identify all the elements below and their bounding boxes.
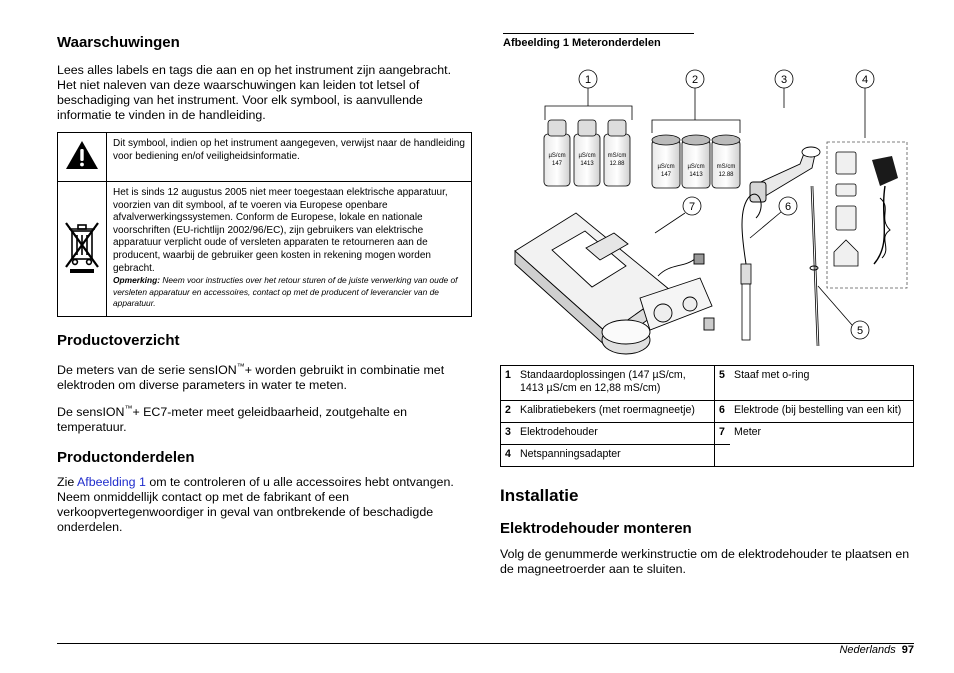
trademark-symbol: ™ [236,361,245,371]
warning-row [58,182,472,317]
overview-p1-start: De meters van de serie sensION [57,362,237,377]
parts-table [500,365,914,467]
part-number: 3 [501,423,517,445]
warnings-heading: Waarschuwingen [57,34,180,51]
svg-text:1413: 1413 [580,161,594,167]
calibration-beakers [652,120,740,188]
svg-text:147: 147 [551,161,563,167]
part-description: Netspanningsadapter [516,445,715,467]
installation-text: Volg de genummerde werkinstructie om de elektrodehouder te plaatsen en de magneetroerder aan te sluiten. [500,547,910,576]
overview-p2-end: + EC7-meter meet geleidbaarheid, zoutgehalte en temperatuur. [57,404,407,434]
trademark-symbol: ™ [124,403,133,413]
parts-paragraph [57,475,473,535]
svg-text:12.88: 12.88 [609,161,625,167]
svg-text:µS/cm: µS/cm [578,153,596,159]
figure-caption: Afbeelding 1 Meteronderdelen [503,33,694,49]
svg-text:1413: 1413 [689,172,703,178]
part-number: 5 [715,366,731,401]
svg-text:12.88: 12.88 [718,172,734,178]
svg-text:µS/cm: µS/cm [687,164,705,170]
part-description: Staaf met o-ring [730,366,914,401]
part-number: 1 [501,366,517,401]
installation-heading: Installatie [500,486,579,505]
weee-text: Het is sinds 12 augustus 2005 niet meer toegestaan elektrische apparatuur, voorzien van dit symbool, af te voeren via Europese openbare afvalverwerkingssystemen. Conform de Europese, lokale en nationale voorschriften (EU-richtlijn 2002/96/EC), zijn gebruikers van elektrische apparatuur verplicht oude of versleten apparaten te retourneren aan de producent, waarbij de gebruiker geen kosten in rekening mogen worden gebracht. [113,187,448,274]
warning-text: Dit symbool, indien op het instrument aangegeven, verwijst naar de handleiding voor bediening en/of veiligheidsinformatie. [107,133,472,182]
part-description: Elektrodehouder [516,423,715,445]
svg-text:mS/cm: mS/cm [607,153,627,159]
callout-7 [655,197,701,233]
parts-p-end: om te controleren of u alle accessoires hebt ontvangen. Neem onmiddellijk contact op met de fabrikant of een verkoopvertegenwoordiger in geval van ontbrekende of beschadigde onderdelen. [57,474,454,534]
page-footer [839,644,914,656]
parts-p-start: Zie [57,474,77,489]
rod-with-o-ring [810,186,818,346]
weee-note [113,275,465,310]
overview-paragraph-2 [57,401,473,435]
empty-cell [715,445,731,467]
page-number: 97 [901,644,914,656]
overview-p2-start: De sensION [57,404,125,419]
part-number: 6 [715,401,731,423]
figure-link[interactable]: Afbeelding 1 [76,474,146,489]
svg-text:3: 3 [780,74,788,86]
weee-text-cell [107,182,472,317]
part-number: 4 [501,445,517,467]
svg-text:2: 2 [691,74,699,86]
overview-p1-end: + worden gebruikt in combinatie met elektroden om diverse parameters in water te meten. [57,362,445,392]
part-description: Standaardoplossingen (147 µS/cm, 1413 µS/cm en 12,88 mS/cm) [516,366,715,401]
warnings-table [57,132,472,317]
power-adapter [827,142,907,288]
installation-section [500,485,914,577]
warning-triangle-icon [64,139,100,171]
callout-2 [686,70,704,120]
left-column [57,30,473,535]
part-number: 7 [715,423,731,445]
meter-parts-illustration [500,68,914,358]
svg-text:µS/cm: µS/cm [657,164,675,170]
weee-icon-cell [58,182,107,317]
overview-paragraph-1 [57,359,473,393]
overview-heading: Productoverzicht [57,331,180,349]
callout-5 [818,286,869,339]
parts-heading: Productonderdelen [57,448,195,466]
table-row [501,366,914,401]
installation-subheading: Elektrodehouder monteren [500,520,692,537]
svg-text:5: 5 [856,325,864,337]
warnings-intro: Lees alles labels en tags die aan en op het instrument zijn aangebracht. Het niet naleven van deze waarschuwingen kan leiden tot letsel of beschadiging van het instrument. Voor elk symbool, is aanvullende informatie te vinden in de handleiding. [57,63,452,122]
svg-text:µS/cm: µS/cm [548,153,566,159]
part-number: 2 [501,401,517,423]
note-label: Opmerking: [113,275,160,286]
callout-3 [775,70,793,108]
svg-text:mS/cm: mS/cm [716,164,736,170]
footer-language: Nederlands [839,644,896,656]
electrode-holder [750,147,820,202]
part-description: Kalibratiebekers (met roermagneetje) [516,401,715,423]
callout-4 [856,70,874,138]
standard-solution-bottles [544,106,632,186]
svg-text:7: 7 [688,201,696,213]
svg-text:4: 4 [861,74,869,86]
part-description: Elektrode (bij bestelling van een kit) [730,401,914,423]
crossed-out-bin-icon [61,219,103,275]
warning-icon-cell [58,133,107,182]
svg-text:6: 6 [784,201,792,213]
note-text: Neem voor instructies over het retour sturen of de juiste verwerking van oude of versleten apparatuur en accessoires, contact op met de producent of leverancier van de apparatuur. [113,275,458,309]
svg-text:147: 147 [660,172,672,178]
callout-1 [579,70,597,106]
table-row [501,401,914,423]
warning-row [58,133,472,182]
right-column [500,30,914,576]
table-row [501,423,914,445]
electrode [741,194,761,340]
meter [515,213,714,354]
part-description: Meter [730,423,914,467]
svg-text:1: 1 [584,74,592,86]
footer-rule [57,643,914,644]
